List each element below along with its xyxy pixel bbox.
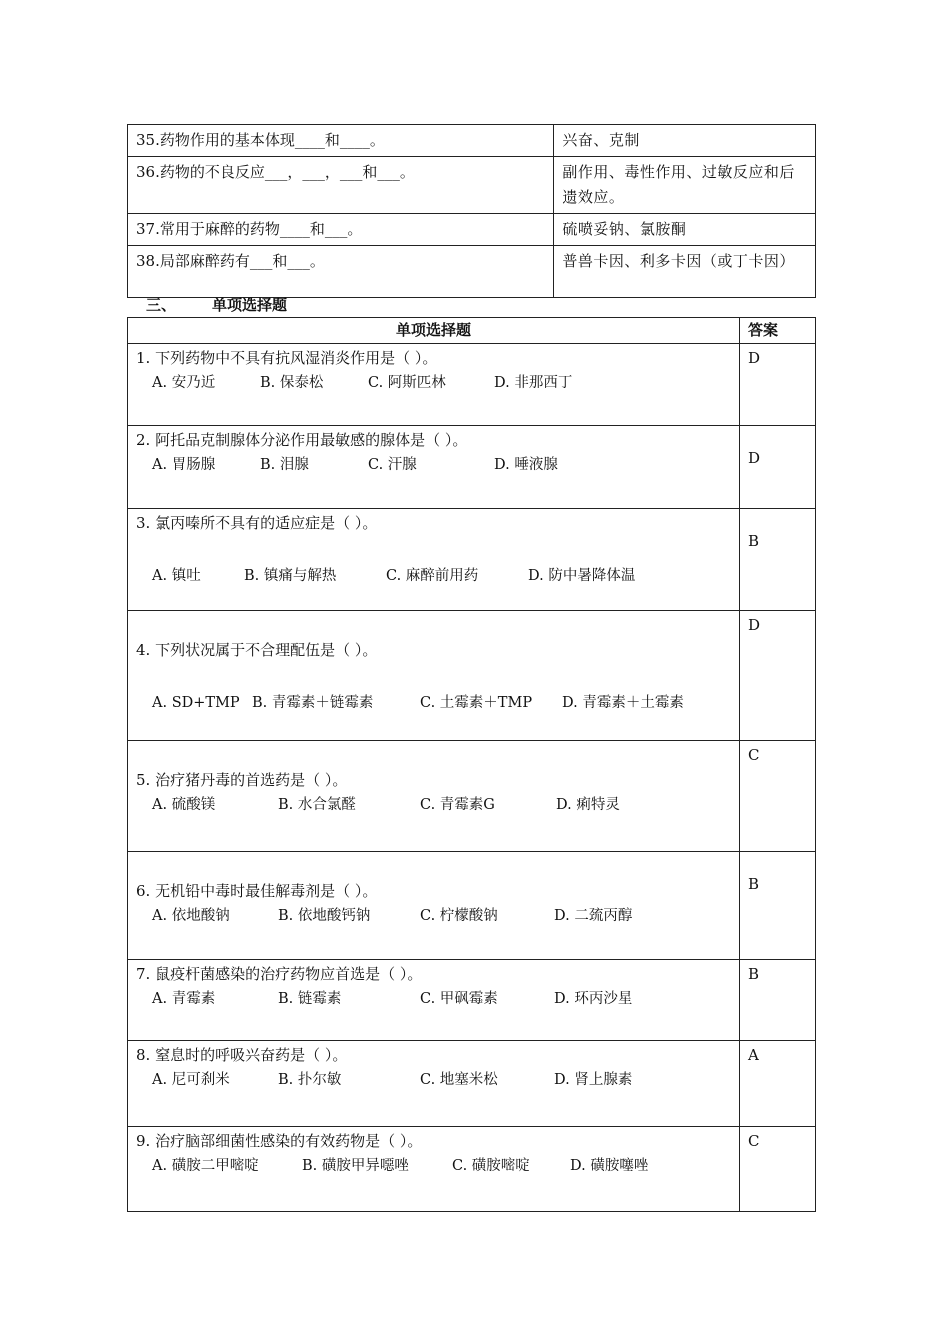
question-stem: 4. 下列状况属于不合理配伍是（ ）。: [136, 641, 378, 659]
option-c: C. 汗腺: [368, 457, 417, 473]
answer-cell: B: [740, 960, 816, 1041]
answer-value: B: [748, 532, 760, 550]
section-number: 三、: [146, 296, 177, 314]
multiple-choice-table: [127, 317, 816, 1212]
question-stem: 3. 氯丙嗪所不具有的适应症是（ ）。: [136, 514, 378, 532]
question-cell: 37.常用于麻醉的药物____和___。: [128, 214, 554, 246]
question-stem: 6. 无机铅中毒时最佳解毒剂是（ ）。: [136, 882, 378, 900]
question-cell: [128, 741, 740, 852]
option-d: D. 防中暑降体温: [528, 568, 636, 584]
options-line: [136, 564, 731, 589]
option-a: A. 青霉素: [152, 991, 216, 1007]
table-row: [128, 214, 816, 246]
section-heading: [146, 294, 287, 316]
option-a: A. 镇吐: [152, 568, 201, 584]
option-d: D. 磺胺噻唑: [570, 1158, 649, 1174]
option-a: A. 依地酸钠: [152, 908, 230, 924]
table-row: [128, 157, 816, 214]
table-header-row: [128, 318, 816, 344]
question-cell: [128, 509, 740, 611]
question-cell: 38.局部麻醉药有___和___。: [128, 246, 554, 298]
option-b: B. 泪腺: [260, 457, 309, 473]
question-column-header: 单项选择题: [128, 318, 740, 344]
question-stem: 2. 阿托品克制腺体分泌作用最敏感的腺体是（ ）。: [136, 431, 468, 449]
answer-cell: D: [740, 344, 816, 426]
answer-column-header: 答案: [740, 318, 816, 344]
option-a: A. 硫酸镁: [152, 797, 216, 813]
option-a: A. 尼可刹米: [152, 1072, 230, 1088]
answer-cell: D: [740, 611, 816, 741]
option-d: D. 唾液腺: [494, 457, 558, 473]
option-c: C. 青霉素G: [420, 797, 495, 813]
table-row: [128, 344, 816, 426]
question-cell: 36.药物的不良反应___，___，___和___。: [128, 157, 554, 214]
option-b: B. 磺胺甲异噁唑: [302, 1158, 409, 1174]
question-stem: 7. 鼠疫杆菌感染的治疗药物应首选是（ ）。: [136, 965, 423, 983]
option-b: B. 保泰松: [260, 375, 324, 391]
option-a: A. 胃肠腺: [152, 457, 216, 473]
option-c: C. 阿斯匹林: [368, 375, 446, 391]
fill-blank-table: [127, 124, 816, 298]
options-line: [136, 793, 731, 818]
table-row: [128, 125, 816, 157]
options-line: [136, 904, 731, 929]
question-cell: [128, 852, 740, 960]
option-a: A. 磺胺二甲嘧啶: [152, 1158, 259, 1174]
answer-cell: 普兽卡因、利多卡因（或丁卡因）: [554, 246, 816, 298]
table-row: [128, 741, 816, 852]
question-cell: [128, 611, 740, 741]
answer-cell: C: [740, 741, 816, 852]
option-d: D. 二巯丙醇: [554, 908, 633, 924]
option-c: C. 土霉素＋TMP: [420, 695, 533, 711]
option-d: D. 环丙沙星: [554, 991, 633, 1007]
options-line: [136, 691, 731, 716]
answer-value: D: [748, 449, 761, 467]
answer-cell: A: [740, 1041, 816, 1127]
option-c: C. 柠檬酸钠: [420, 908, 498, 924]
answer-cell: 硫喷妥钠、氯胺酮: [554, 214, 816, 246]
options-line: [136, 371, 731, 396]
table-row: [128, 852, 816, 960]
answer-cell: 兴奋、克制: [554, 125, 816, 157]
table-row: [128, 960, 816, 1041]
answer-value: B: [748, 875, 760, 893]
options-line: [136, 453, 731, 478]
answer-cell: [740, 509, 816, 611]
option-d: D. 青霉素＋土霉素: [562, 695, 684, 711]
option-a: A. 安乃近: [152, 375, 216, 391]
options-line: [136, 1068, 731, 1093]
question-cell: [128, 960, 740, 1041]
option-c: C. 麻醉前用药: [386, 568, 479, 584]
option-d: D. 肾上腺素: [554, 1072, 633, 1088]
table-row: [128, 509, 816, 611]
question-cell: [128, 344, 740, 426]
answer-cell: [740, 852, 816, 960]
options-line: [136, 987, 731, 1012]
table-row: [128, 1127, 816, 1212]
option-b: B. 扑尔敏: [278, 1072, 342, 1088]
option-b: B. 镇痛与解热: [244, 568, 337, 584]
question-stem: 5. 治疗猪丹毒的首选药是（ ）。: [136, 771, 348, 789]
option-d: D. 非那西丁: [494, 375, 573, 391]
table-row: [128, 1041, 816, 1127]
option-b: B. 链霉素: [278, 991, 342, 1007]
question-cell: [128, 426, 740, 509]
question-cell: [128, 1127, 740, 1212]
option-d: D. 痢特灵: [556, 797, 620, 813]
table-row: [128, 246, 816, 298]
option-c: C. 磺胺嘧啶: [452, 1158, 530, 1174]
answer-cell: 副作用、毒性作用、过敏反应和后遗效应。: [554, 157, 816, 214]
question-stem: 1. 下列药物中不具有抗风湿消炎作用是（ ）。: [136, 349, 438, 367]
section-title: 单项选择题: [212, 296, 288, 314]
question-cell: 35.药物作用的基本体现____和____。: [128, 125, 554, 157]
answer-cell: [740, 426, 816, 509]
option-b: B. 水合氯醛: [278, 797, 356, 813]
option-a: A. SD+TMP: [152, 695, 240, 711]
options-line: [136, 1154, 731, 1179]
table-row: [128, 426, 816, 509]
option-c: C. 甲砜霉素: [420, 991, 498, 1007]
option-b: B. 依地酸钙钠: [278, 908, 371, 924]
answer-cell: C: [740, 1127, 816, 1212]
question-stem: 8. 窒息时的呼吸兴奋药是（ ）。: [136, 1046, 348, 1064]
table-row: [128, 611, 816, 741]
question-cell: [128, 1041, 740, 1127]
option-c: C. 地塞米松: [420, 1072, 498, 1088]
option-b: B. 青霉素＋链霉素: [252, 695, 374, 711]
question-stem: 9. 治疗脑部细菌性感染的有效药物是（ ）。: [136, 1132, 423, 1150]
